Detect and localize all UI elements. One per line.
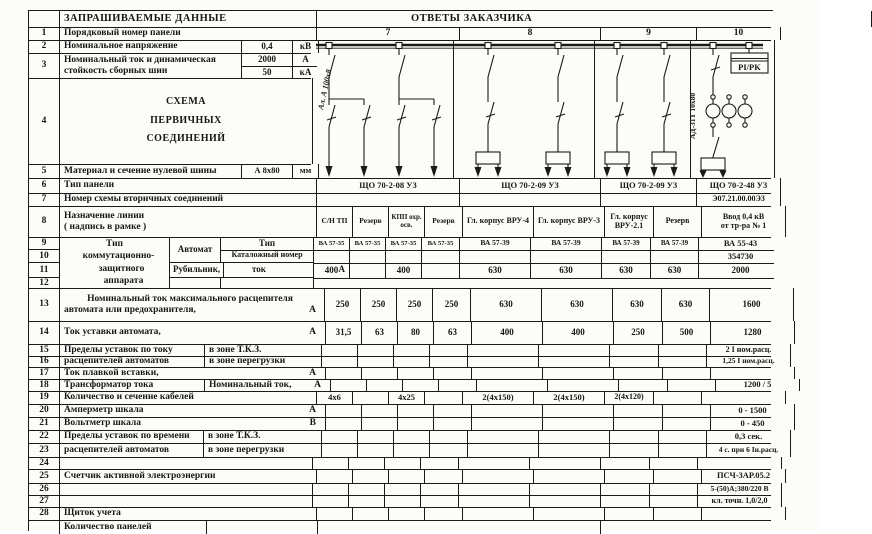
- answer-cell: 630: [651, 264, 699, 278]
- row-num: [29, 520, 60, 534]
- row-num: 22: [29, 430, 60, 443]
- answer-cell: 63: [434, 321, 472, 344]
- row-num: 12: [39, 278, 49, 289]
- value-cell: 0,4: [242, 40, 293, 53]
- row-num: 2: [29, 40, 60, 53]
- header-row: [29, 11, 771, 28]
- answer-cell: 630: [460, 264, 531, 278]
- answer-cell: ВА 57-35: [350, 237, 386, 250]
- scheme-number-cell: Э07.21.00.00Э3: [697, 193, 781, 206]
- panel-number-cell: 9: [601, 27, 697, 40]
- value-stack: [242, 53, 317, 78]
- row-4: [29, 78, 311, 165]
- current-transformer-symbols: [706, 95, 752, 127]
- unit-label: В: [309, 418, 316, 429]
- row-label: Пределы уставок по времени: [60, 430, 204, 443]
- row-label: Количество и сечение кабелей: [60, 391, 317, 404]
- row-num: 23: [29, 443, 60, 457]
- zone-cell: в зоне Т.К.З.: [205, 344, 322, 356]
- unit-cell: мм: [293, 164, 319, 178]
- corner-cell: [29, 11, 60, 27]
- feeder-panel8-1: [476, 48, 500, 167]
- row-num: 1: [29, 27, 60, 40]
- value-cell: А 8х80: [242, 164, 293, 178]
- row-7: [29, 193, 771, 207]
- answer-cell: 250: [361, 288, 397, 321]
- row-num: 25: [29, 469, 60, 483]
- answer-cell: 630: [542, 288, 613, 321]
- feeder-panel8-2: [546, 48, 570, 167]
- sub-cell: Тип: [221, 237, 313, 251]
- row-9-answers: [314, 237, 774, 251]
- row-label: Трансформатор тока: [60, 379, 205, 391]
- unit-cell: кВ: [293, 40, 319, 53]
- row-num-stack: [29, 237, 60, 288]
- row-3: [29, 53, 311, 79]
- row-22: [29, 430, 771, 444]
- row-25: [29, 469, 771, 484]
- row-label: Количество панелей: [60, 520, 207, 534]
- value-cell: 2000: [242, 53, 293, 66]
- meter-box-label: PI/PK: [738, 62, 761, 72]
- row-num: 21: [29, 417, 60, 430]
- answer-cell: ВА 57-39: [602, 237, 651, 250]
- row-1: [29, 27, 771, 41]
- answer-cell: [702, 391, 786, 404]
- line-purpose-cell: Гл. корпус ВРУ-2.1: [605, 206, 654, 237]
- meter-rating-cell: 5-(50)А;380/220 В: [698, 483, 782, 495]
- row-num: 24: [29, 457, 60, 469]
- row-num: 18: [29, 379, 60, 391]
- answer-cell: [350, 264, 386, 278]
- row-11-answers: [314, 264, 774, 279]
- answer-cell: 250: [433, 288, 471, 321]
- row-num: 6: [29, 178, 60, 193]
- line-purpose-cell: Резерв: [425, 206, 463, 237]
- answer-cell: 630: [662, 288, 710, 321]
- panel-number-cell: 8: [460, 27, 601, 40]
- row-num: 4: [29, 78, 60, 164]
- row-label: Счетчик активной электроэнергии: [60, 469, 317, 483]
- unit-label: А: [309, 405, 316, 416]
- answer-cell: 630: [613, 288, 662, 321]
- answer-cell: 630: [602, 264, 651, 278]
- row-6: [29, 178, 771, 194]
- answer-cell: [425, 391, 463, 404]
- row-13: [29, 288, 771, 322]
- busbar: [316, 45, 763, 48]
- unit-cell: кА: [299, 66, 312, 77]
- answer-cell: [317, 193, 460, 206]
- line-purpose-cell: Резерв: [654, 206, 702, 237]
- row-23: [29, 443, 779, 458]
- unit-label: А: [309, 367, 316, 378]
- panel-type-cell: ЩО 70-2-48 У3: [697, 178, 781, 193]
- row-label: Номинальный ток и динамическая стойкость сборных шин: [60, 53, 242, 78]
- answers-stack: [314, 237, 774, 288]
- row-label: Назначение линии ( надпись в рамке ): [60, 206, 317, 237]
- answer-cell: [353, 391, 389, 404]
- feeder-panel9-1: [605, 48, 629, 167]
- row-label: Номер схемы вторичных соединений: [60, 193, 317, 206]
- answer-cell: 4х6: [317, 391, 353, 404]
- row-num: 19: [29, 391, 60, 404]
- row-19: [29, 391, 771, 405]
- row-2: [29, 40, 311, 54]
- answer-cell: 0 - 450: [711, 417, 795, 430]
- row-num: 16: [29, 356, 60, 367]
- feeder-panel9-2: [652, 48, 676, 167]
- row-num: 10: [29, 250, 59, 263]
- row-num: 28: [29, 507, 60, 520]
- row-num: 7: [29, 193, 60, 206]
- meter-class-cell: кл. точн. 1,0/2,0: [698, 495, 782, 507]
- row-num: 3: [29, 53, 60, 78]
- answer-cell: ВА 57-35: [386, 237, 422, 250]
- row-num: 9: [29, 236, 59, 250]
- unit-label: А: [314, 379, 321, 390]
- answer-cell: ВА 55-43: [723, 237, 758, 248]
- row-num: 14: [29, 321, 60, 344]
- device-cell: Рубильник,: [170, 263, 224, 277]
- answer-cell: ВА 57-35: [422, 237, 460, 250]
- row-8: [29, 206, 771, 238]
- answer-cell: [460, 193, 601, 206]
- answer-cell: 1,25 I ном.расц.: [707, 356, 791, 367]
- answer-cell: 250: [614, 321, 663, 344]
- answer-cell: 1280: [711, 321, 795, 344]
- answer-cell: 400: [386, 264, 422, 278]
- answer-cell: 63: [362, 321, 398, 344]
- device-cell: Автомат: [170, 237, 221, 262]
- row-10-answers: [314, 251, 774, 264]
- answer-cell: 2 I ном.расц.: [707, 344, 791, 356]
- primary-scheme-title: СХЕМА ПЕРВИЧНЫХ СОЕДИНЕНИЙ: [60, 78, 313, 164]
- unit-label: А: [309, 304, 316, 315]
- panel-type-cell: ЩО 70-2-09 У3: [460, 178, 601, 193]
- row-num: 15: [29, 344, 60, 356]
- line-purpose-cell: Резерв: [353, 206, 389, 237]
- answer-cell: 2(4х120): [605, 391, 654, 404]
- rows-9-12: [29, 237, 771, 289]
- panel-number-cell: 10: [697, 27, 781, 40]
- zone-cell: в зоне Т.К.З.: [204, 430, 322, 443]
- row-label: Щиток учета: [60, 507, 317, 520]
- row-29: [29, 520, 593, 534]
- answer-cell: 250: [325, 288, 361, 321]
- row-label: Ток плавкой вставки, А: [60, 367, 326, 379]
- panel-type-cell: ЩО 70-2-09 У3: [601, 178, 697, 193]
- row-num: 13: [29, 288, 60, 321]
- value-cell: 50: [242, 67, 293, 78]
- answer-cell: 80: [398, 321, 434, 344]
- sub-cell: Номинальный ток, А: [205, 379, 331, 391]
- answer-cell: [654, 391, 702, 404]
- answer-cell: 0,3 сек.: [707, 430, 791, 443]
- row-num: 5: [29, 164, 60, 178]
- unit-label: А: [309, 327, 316, 338]
- sub-cell: Каталожный номер: [231, 250, 303, 259]
- row-label: расцепителей автоматов: [60, 443, 204, 457]
- answer-cell: 1200 / 5: [716, 379, 800, 391]
- customer-answers-header: ОТВЕТЫ ЗАКАЗЧИКА: [317, 11, 872, 27]
- unit-cell: А: [302, 53, 309, 64]
- answer-cell: 2(4х150): [534, 391, 605, 404]
- row-label: Материал и сечение нулевой шины: [60, 164, 242, 178]
- line-purpose-cell: КПП охр. осв.: [389, 206, 425, 237]
- line-purpose-cell: Ввод 0,4 кВ от тр-ра № 1: [702, 206, 786, 237]
- answer-cell: ВА 57-39: [651, 237, 699, 250]
- answer-cell: [601, 193, 697, 206]
- answer-cell: ВА 57-35: [314, 237, 350, 250]
- answer-cell: 400: [314, 264, 350, 278]
- row-label: Ток уставки автомата, А: [60, 321, 326, 344]
- row-label: Тип панели: [60, 178, 317, 193]
- row-5: [29, 164, 311, 179]
- cable-arrows: [326, 166, 727, 178]
- busbar-handwritten-note: Ал. А 100х8: [316, 68, 334, 111]
- primary-connections-diagram: [311, 40, 771, 178]
- answer-cell: ВА 57-39: [460, 237, 531, 250]
- answer-cell: 2(4х150): [463, 391, 534, 404]
- answer-cell: 4х25: [389, 391, 425, 404]
- answer-cell: [422, 264, 460, 278]
- panel-number-cell: 7: [317, 27, 460, 40]
- row-label: Номинальный ток максимального расцепителя автомата или предохранителя, А: [60, 288, 325, 321]
- profile-note: АД-31Т 10х80: [688, 92, 697, 140]
- row-num: 20: [29, 404, 60, 417]
- answer-cell: 400: [472, 321, 543, 344]
- line-purpose-cell: Гл. корпус ВРУ-4: [463, 206, 534, 237]
- zone-cell: в зоне перегрузки: [205, 356, 322, 367]
- answer-cell: 500: [663, 321, 711, 344]
- answer-cell: 630: [471, 288, 542, 321]
- row-28: [29, 507, 771, 521]
- requested-data-header: ЗАПРАШИВАЕМЫЕ ДАННЫЕ: [60, 11, 317, 27]
- line-purpose-cell: С/Н ТП: [317, 206, 353, 237]
- row-num: 11: [29, 263, 59, 278]
- answer-cell: ВА 57-39: [531, 237, 602, 250]
- feeder-group-panel7-2: [397, 48, 441, 166]
- panel-type-cell: ЩО 70-2-08 У3: [317, 178, 460, 193]
- panel-data-table: [28, 10, 779, 532]
- row-label: Тип коммутационно- защитного аппарата: [60, 237, 170, 288]
- row-label: Порядковый номер панели: [60, 27, 317, 40]
- feeder-group-panel7-1: [327, 48, 371, 166]
- answer-cell: 250: [397, 288, 433, 321]
- answer-cell: 2000: [731, 265, 750, 276]
- answer-cell: 630: [531, 264, 602, 278]
- row-label: Амперметр шкала А: [60, 404, 326, 417]
- row-14: [29, 321, 771, 345]
- row-label: Вольтметр шкала В: [60, 417, 326, 430]
- row-label: Номинальное напряжение: [60, 40, 242, 53]
- row-num: 27: [29, 495, 60, 507]
- sub-cell: ток А: [252, 264, 345, 275]
- answer-cell: 0 - 1500: [711, 404, 795, 417]
- catalog-number-cell: 354730: [727, 251, 754, 262]
- zone-cell: в зоне перегрузки: [204, 443, 322, 457]
- row-label: расцепителей автоматов: [60, 356, 205, 367]
- answer-cell: 31,5: [326, 321, 362, 344]
- row-num: 8: [29, 206, 60, 237]
- row-20: [29, 404, 771, 418]
- row-label: Пределы уставок по току: [60, 344, 205, 356]
- line-purpose-cell: Гл. корпус ВРУ-3: [534, 206, 605, 237]
- answer-cell: 4 с. при 6 Iн.расц.: [707, 443, 791, 457]
- row-num: 17: [29, 367, 60, 379]
- answer-cell: 1600: [710, 288, 794, 321]
- meter-type-cell: ПСЧ-3АР.05.2: [702, 469, 786, 483]
- row-num: 26: [29, 483, 60, 495]
- row-21: [29, 417, 771, 431]
- answer-cell: 400: [543, 321, 614, 344]
